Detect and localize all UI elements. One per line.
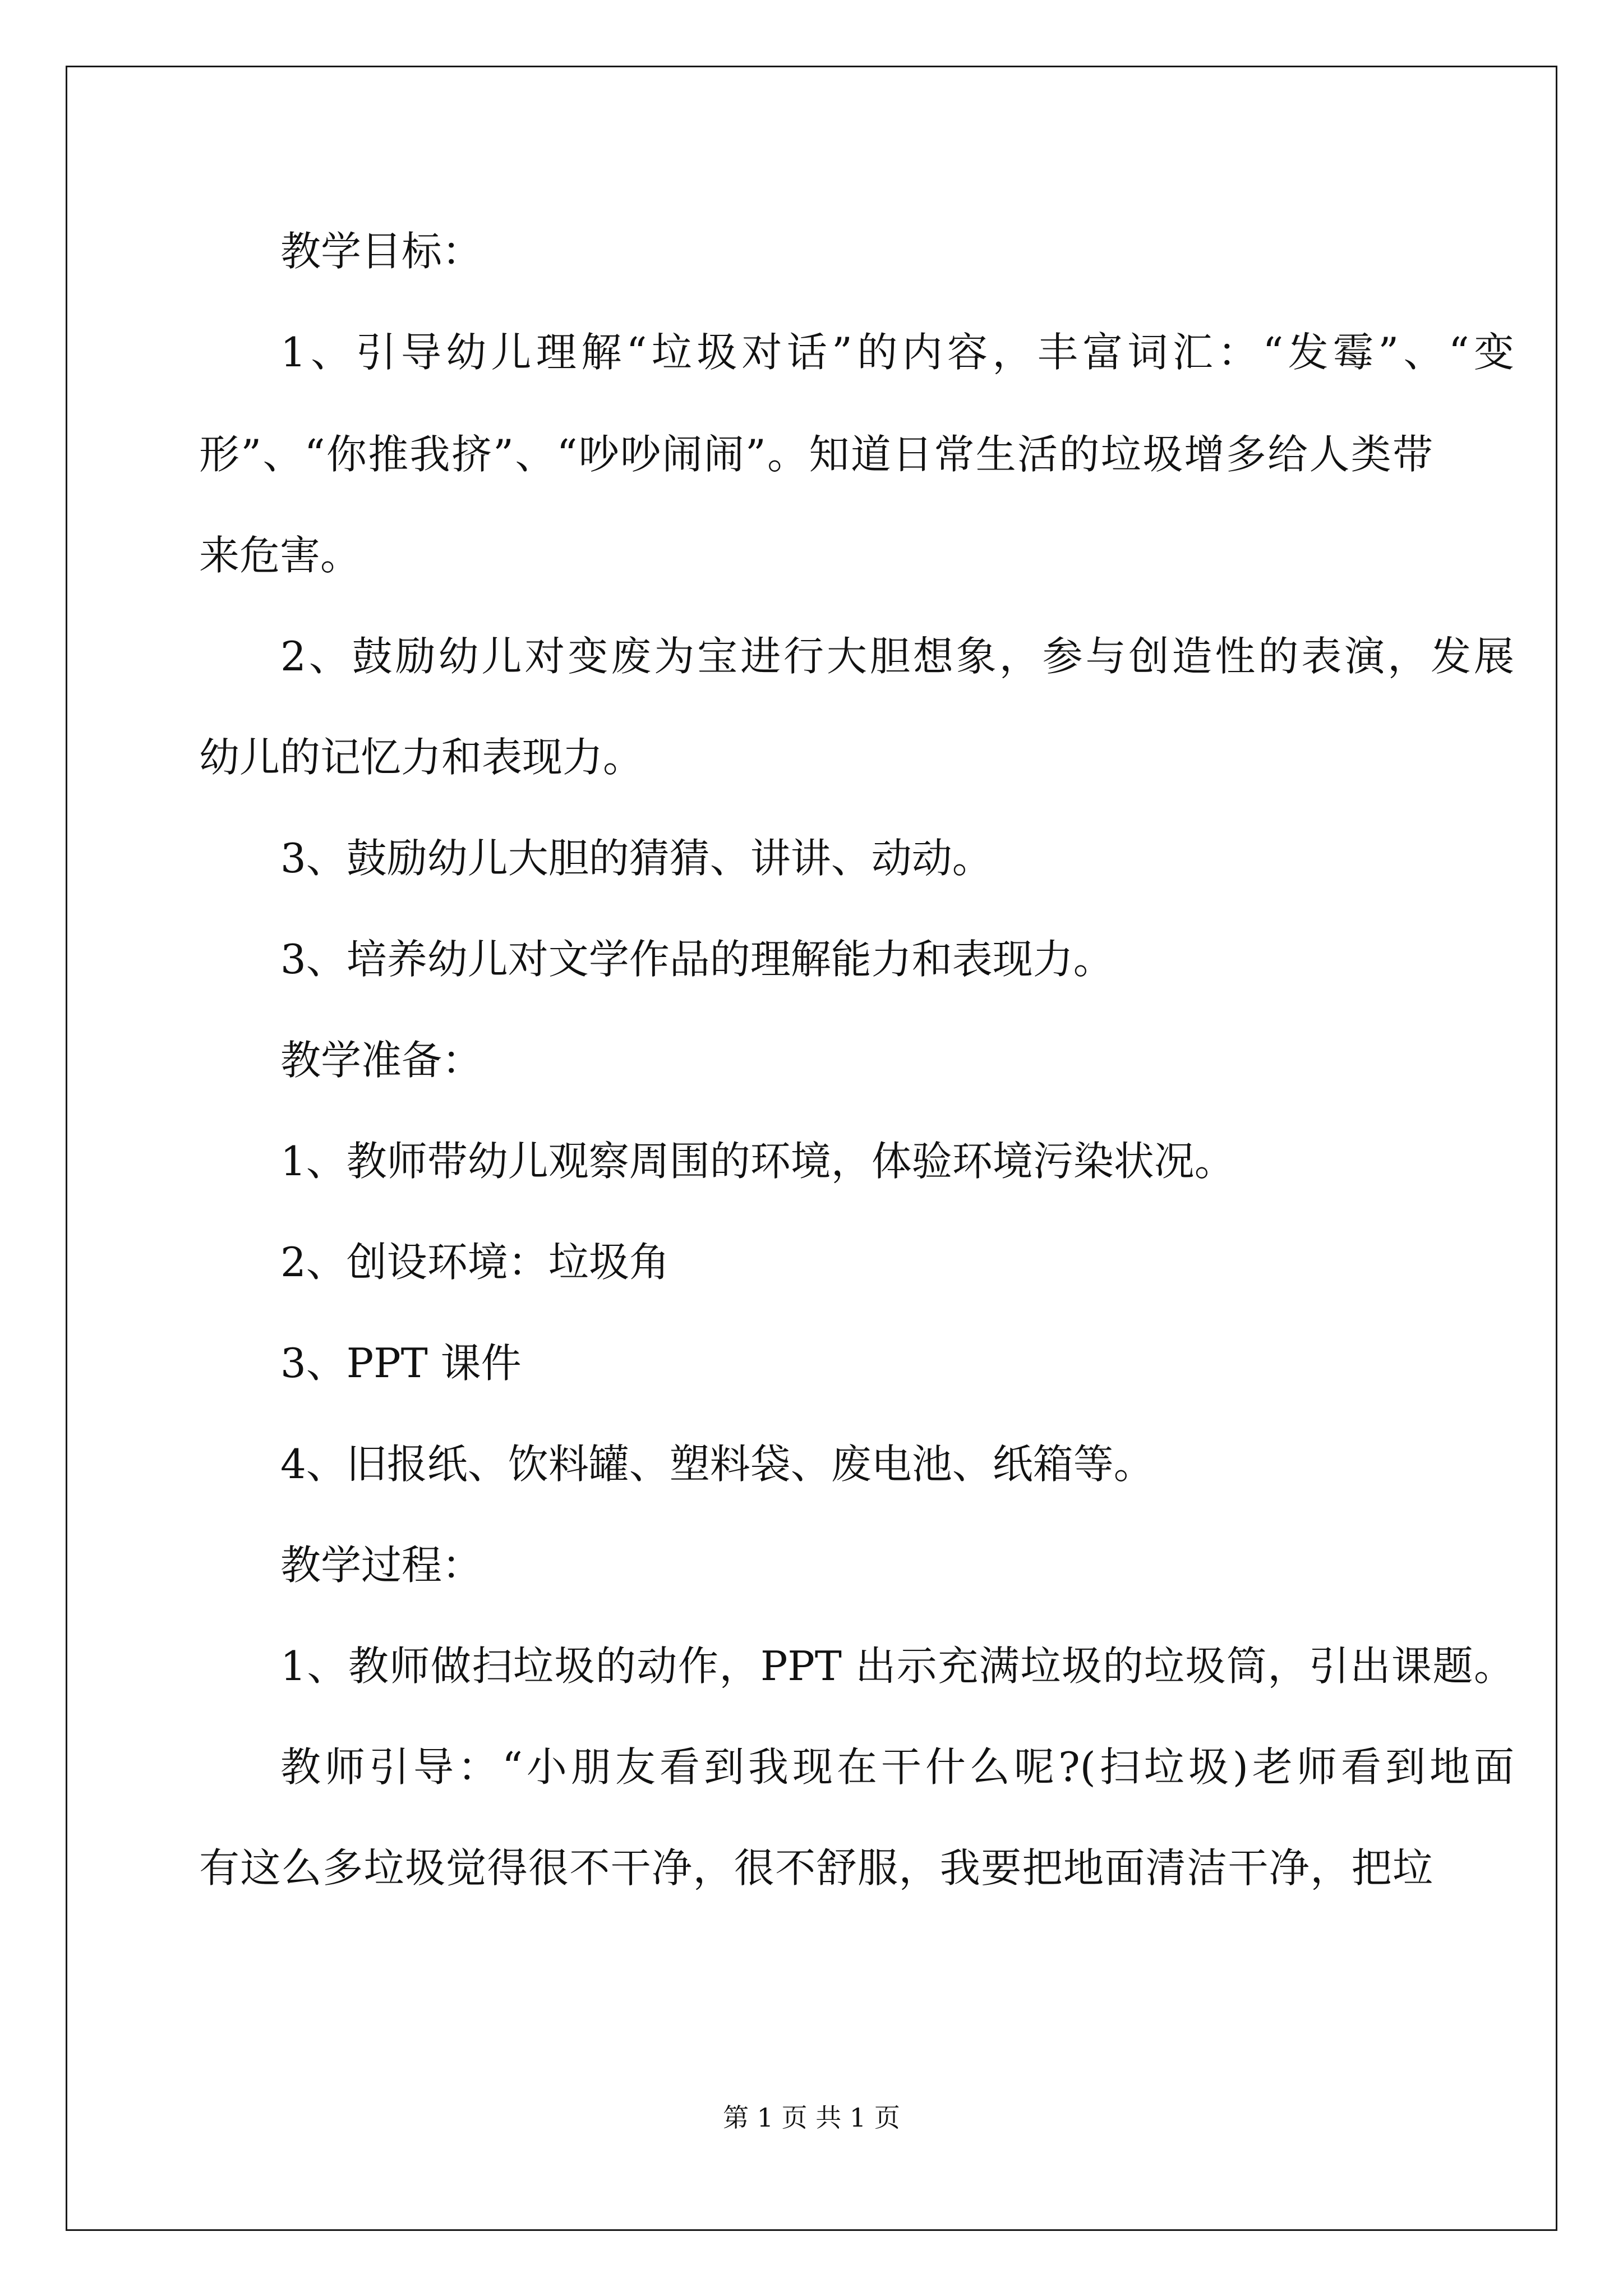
- paragraph-line: 1、引导幼儿理解“垃圾对话”的内容，丰富词汇：“发霉”、“变: [280, 329, 1514, 376]
- heading-teaching-preparation: 教学准备：: [280, 1037, 483, 1084]
- heading-teaching-goals: 教学目标：: [280, 228, 483, 275]
- heading-teaching-process: 教学过程：: [280, 1542, 483, 1589]
- paragraph-line: 来危害。: [199, 532, 361, 579]
- paragraph-line: 2、创设环境：垃圾角: [280, 1239, 670, 1286]
- paragraph-line: 形”、“你推我挤”、“吵吵闹闹”。知道日常生活的垃圾增多给人类带: [199, 431, 1433, 478]
- paragraph-line: 1、教师做扫垃圾的动作，PPT 出示充满垃圾的垃圾筒，引出课题。: [280, 1642, 1514, 1690]
- page-number-footer: 第 1 页 共 1 页: [723, 2102, 900, 2133]
- paragraph-line: 1、教师带幼儿观察周围的环境，体验环境污染状况。: [280, 1138, 1235, 1185]
- paragraph-line: 3、培养幼儿对文学作品的理解能力和表现力。: [280, 936, 1114, 983]
- paragraph-line: 3、PPT 课件: [280, 1340, 522, 1387]
- paragraph-line: 4、旧报纸、饮料罐、塑料袋、废电池、纸箱等。: [280, 1441, 1154, 1488]
- paragraph-line: 3、鼓励幼儿大胆的猜猜、讲讲、动动。: [280, 835, 993, 882]
- paragraph-line: 教师引导：“小朋友看到我现在干什么呢?(扫垃圾)老师看到地面: [280, 1743, 1514, 1791]
- paragraph-line: 幼儿的记忆力和表现力。: [199, 734, 644, 781]
- paragraph-line: 有这么多垃圾觉得很不干净，很不舒服，我要把地面清洁干净，把垃: [199, 1844, 1433, 1892]
- paragraph-line: 2、鼓励幼儿对变废为宝进行大胆想象，参与创造性的表演，发展: [280, 633, 1514, 680]
